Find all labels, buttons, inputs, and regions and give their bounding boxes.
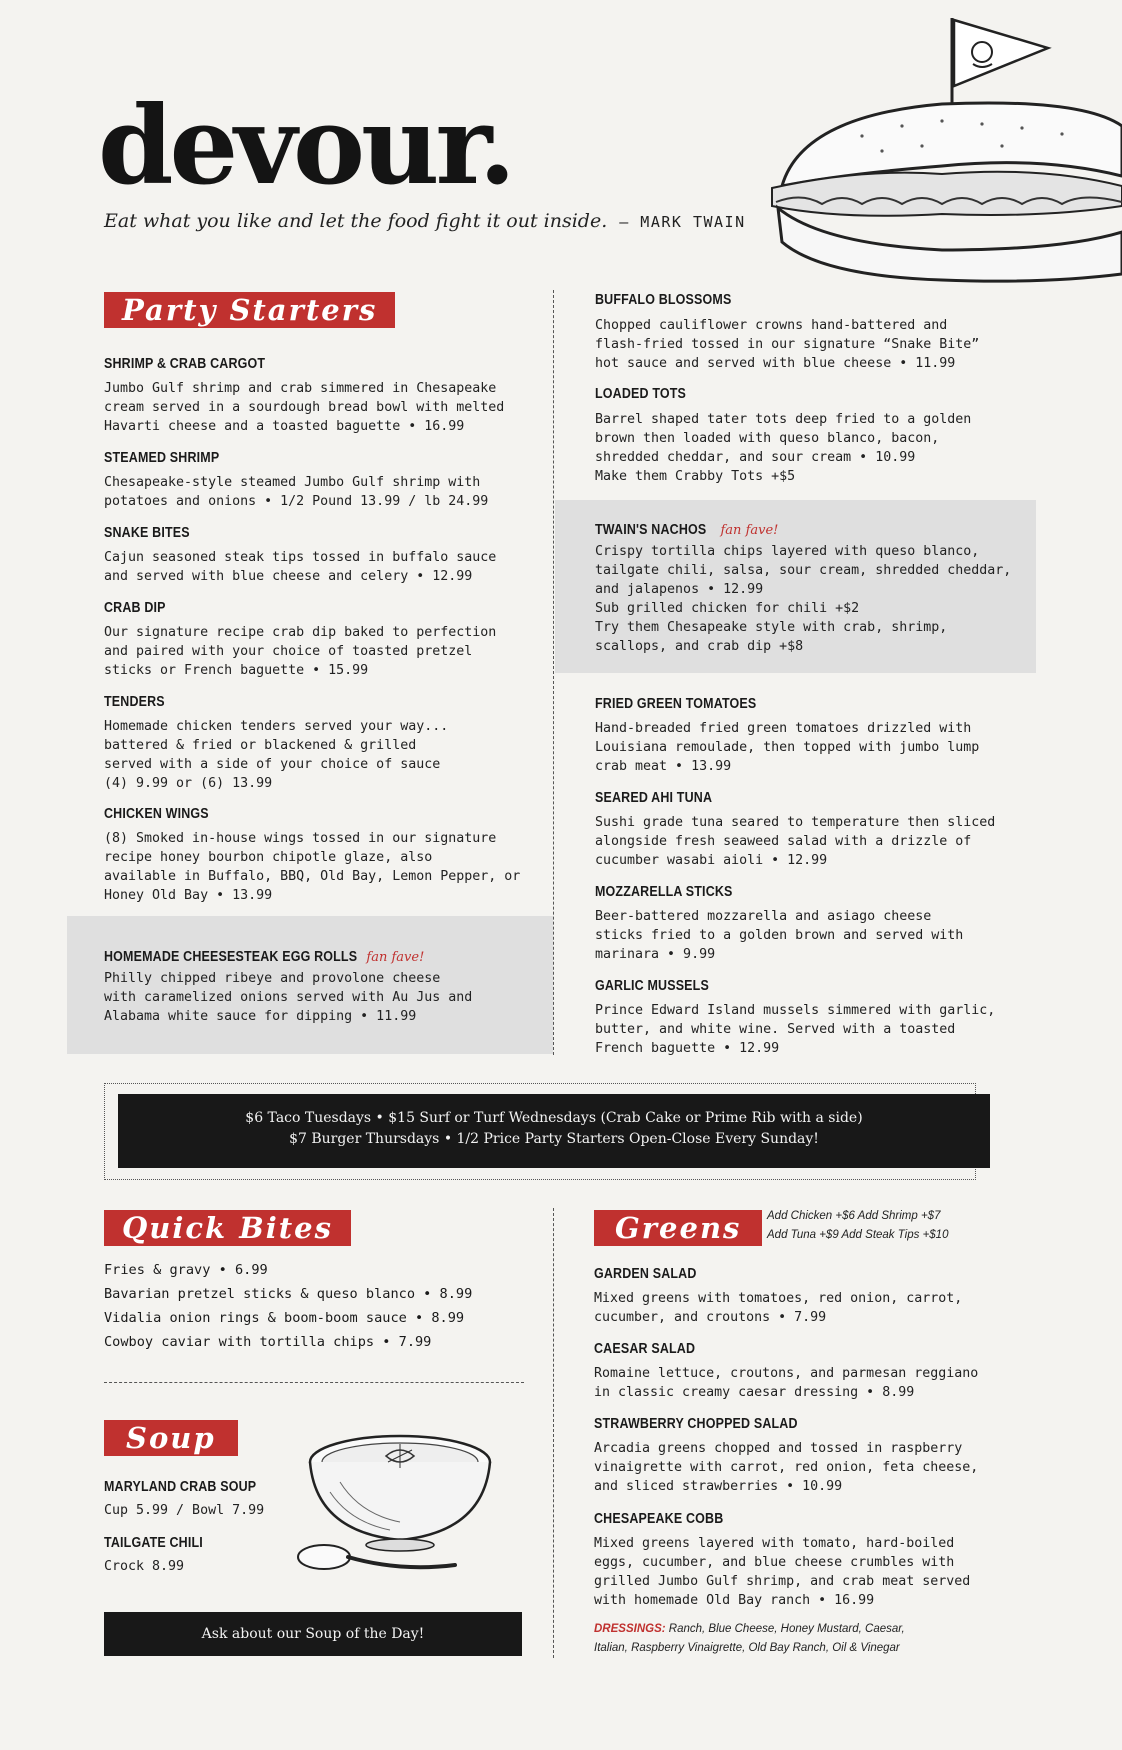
- party-starters-title: Party Starters: [104, 292, 395, 328]
- promo-line: $7 Burger Thursdays • 1/2 Price Party Starters Open-Close Every Sunday!: [289, 1131, 819, 1147]
- menu-item-name: SNAKE BITES: [104, 525, 190, 541]
- list-item: Cowboy caviar with tortilla chips • 7.99: [104, 1334, 432, 1350]
- quote-author: — MARK TWAIN: [619, 213, 746, 231]
- divider: [104, 1382, 524, 1383]
- menu-item-desc: Hand-breaded fried green tomatoes drizzled with Louisiana remoulade, then topped with jumbo lump crab meat • 13.99: [595, 721, 980, 774]
- greens-addons: Add Chicken +$6 Add Shrimp +$7 Add Tuna +$9 Add Steak Tips +$10: [767, 1210, 949, 1241]
- menu-item-name: BUFFALO BLOSSOMS: [595, 292, 732, 308]
- greens-title: Greens: [594, 1210, 762, 1246]
- tagline: [104, 210, 746, 232]
- menu-item-desc: Barrel shaped tater tots deep fried to a golden brown then loaded with queso blanco, bacon, shredded cheddar, and sour cream • 10.99 Make them Crabby Tots +$5: [595, 412, 972, 484]
- menu-item-name: TWAIN'S NACHOS: [595, 522, 707, 538]
- menu-item-desc: Cup 5.99 / Bowl 7.99: [104, 1503, 265, 1518]
- quick-bites-title: Quick Bites: [104, 1210, 351, 1246]
- menu-item-desc: Homemade chicken tenders served your way... battered & fried or blackened & grilled served with a side of your choice of sauce (4) 9.99 or (6) 13.99: [104, 719, 449, 791]
- dressings-label: DRESSINGS:: [594, 1623, 666, 1635]
- menu-item-name: CRAB DIP: [104, 600, 166, 616]
- quote: Eat what you like and let the food fight it out inside.: [104, 210, 608, 232]
- menu-item-desc: Our signature recipe crab dip baked to perfection and paired with your choice of toasted pretzel sticks or French baguette • 15.99: [104, 625, 497, 678]
- fan-fave-badge: fan fave!: [366, 950, 425, 965]
- promo-banner: [118, 1094, 990, 1168]
- menu-item-name: GARDEN SALAD: [594, 1266, 697, 1282]
- nachos-heading: [595, 519, 778, 538]
- list-item: Vidalia onion rings & boom-boom sauce • 8.99: [104, 1310, 465, 1326]
- menu-item-desc: Arcadia greens chopped and tossed in raspberry vinaigrette with carrot, red onion, feta cheese, and sliced strawberries • 10.99: [594, 1441, 979, 1494]
- menu-item-desc: Beer-battered mozzarella and asiago cheese sticks fried to a golden brown and served with marinara • 9.99: [595, 909, 964, 962]
- menu-item-desc: Jumbo Gulf shrimp and crab simmered in Chesapeake cream served in a sourdough bread bowl with melted Havarti cheese and a toasted baguette • 16.99: [104, 381, 505, 434]
- menu-item-name: SHRIMP & CRAB CARGOT: [104, 356, 266, 372]
- menu-item-name: HOMEMADE CHEESESTEAK EGG ROLLS: [104, 949, 358, 965]
- menu-item-name: CAESAR SALAD: [594, 1341, 696, 1357]
- menu-item-name: STRAWBERRY CHOPPED SALAD: [594, 1416, 798, 1432]
- menu-item-name: TENDERS: [104, 694, 165, 710]
- dressings-list: Ranch, Blue Cheese, Honey Mustard, Caesar,: [668, 1623, 905, 1635]
- cheesesteak-heading: [104, 946, 424, 965]
- menu-item-desc: Cajun seasoned steak tips tossed in buffalo sauce and served with blue cheese and celery • 12.99: [104, 550, 497, 584]
- dressings: [594, 1620, 905, 1658]
- menu-item-desc: Romaine lettuce, croutons, and parmesan reggiano in classic creamy caesar dressing • 8.99: [594, 1366, 979, 1400]
- menu-item-desc: Chesapeake-style steamed Jumbo Gulf shrimp with potatoes and onions • 1/2 Pound 13.99 / lb 24.99: [104, 475, 489, 509]
- menu-item-desc: (8) Smoked in-house wings tossed in our signature recipe honey bourbon chipotle glaze, also available in Buffalo, BBQ, Old Bay, Lemon Pepper, or Honey Old Bay • 13.99: [104, 831, 521, 903]
- column-divider: [553, 290, 554, 1055]
- menu-item-desc: Mixed greens layered with tomato, hard-boiled eggs, cucumber, and blue cheese crumbles with grilled Jumbo Gulf shrimp, and crab meat served with homemade Old Bay ranch • 16.99: [594, 1536, 971, 1608]
- quick-bites-list: [104, 1258, 472, 1354]
- column-divider: [553, 1208, 554, 1658]
- soup-title: Soup: [104, 1420, 238, 1456]
- logo: devour.: [98, 83, 513, 209]
- menu-item-desc: Philly chipped ribeye and provolone cheese with caramelized onions served with Au Jus and Alabama white sauce for dipping • 11.99: [104, 971, 473, 1024]
- dressings-list: Italian, Raspberry Vinaigrette, Old Bay Ranch, Oil & Vinegar: [594, 1642, 900, 1654]
- list-item: Fries & gravy • 6.99: [104, 1262, 268, 1278]
- menu-item-desc: Prince Edward Island mussels simmered with garlic, butter, and white wine. Served with a toasted French baguette • 12.99: [595, 1003, 996, 1056]
- menu-item-name: CHESAPEAKE COBB: [594, 1511, 724, 1527]
- menu-item-name: CHICKEN WINGS: [104, 806, 209, 822]
- menu-item-desc: Sushi grade tuna seared to temperature then sliced alongside fresh seaweed salad with a drizzle of cucumber wasabi aioli • 12.99: [595, 815, 996, 868]
- menu-item-name: STEAMED SHRIMP: [104, 450, 220, 466]
- menu-item-desc: Crock 8.99: [104, 1559, 185, 1574]
- sandwich-illustration: [742, 6, 1122, 306]
- menu-item-desc: Chopped cauliflower crowns hand-battered and flash-fried tossed in our signature “Snake Bite” hot sauce and served with blue cheese • 11.99: [595, 318, 980, 371]
- menu-item-name: FRIED GREEN TOMATOES: [595, 696, 757, 712]
- menu-item-name: SEARED AHI TUNA: [595, 790, 713, 806]
- menu-item-desc: Crispy tortilla chips layered with queso blanco, tailgate chili, salsa, sour cream, shredded cheddar, and jalapenos • 12.99 Sub grilled chicken for chili +$2 Try them Chesapeake style with crab, shrimp, scallops, and crab dip +$8: [595, 544, 1012, 654]
- menu-item-name: MOZZARELLA STICKS: [595, 884, 733, 900]
- menu-item-name: GARLIC MUSSELS: [595, 978, 709, 994]
- menu-item-name: LOADED TOTS: [595, 386, 687, 402]
- soup-of-the-day-banner: Ask about our Soup of the Day!: [104, 1612, 522, 1656]
- menu-item-name: MARYLAND CRAB SOUP: [104, 1479, 257, 1495]
- promo-line: $6 Taco Tuesdays • $15 Surf or Turf Wednesdays (Crab Cake or Prime Rib with a side): [245, 1110, 863, 1126]
- menu-item-desc: Mixed greens with tomatoes, red onion, carrot, cucumber, and croutons • 7.99: [594, 1291, 963, 1325]
- list-item: Bavarian pretzel sticks & queso blanco • 8.99: [104, 1286, 473, 1302]
- fan-fave-badge: fan fave!: [720, 523, 779, 538]
- soup-bowl-illustration: [290, 1422, 510, 1592]
- menu-item-name: TAILGATE CHILI: [104, 1535, 203, 1551]
